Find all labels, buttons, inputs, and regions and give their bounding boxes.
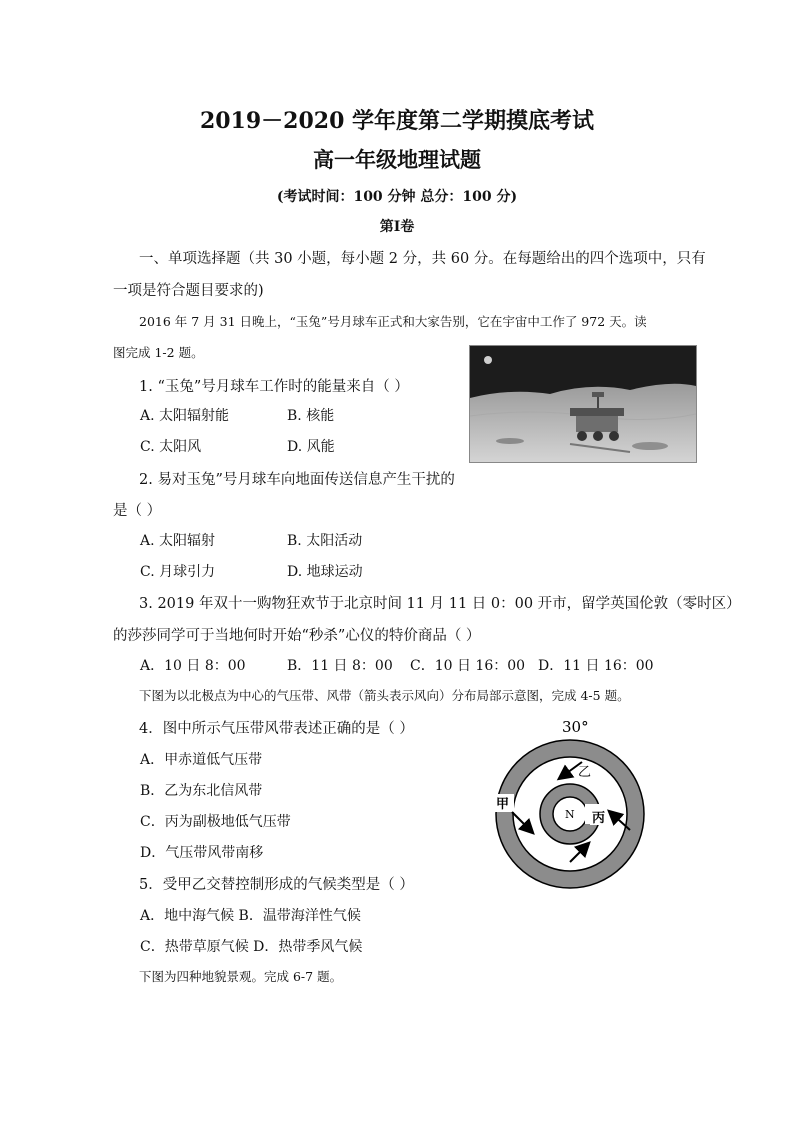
pressure-wind-belt-diagram xyxy=(488,716,648,891)
section-instructions-line2: 一项是符合题目要求的) xyxy=(113,283,264,299)
q2-option-a: A. 太阳辐射 xyxy=(140,533,216,549)
q5-options-cd: C．热带草原气候 D．热带季风气候 xyxy=(140,939,363,955)
label-bing: 丙 xyxy=(592,811,606,826)
q2-stem-line1: 2. 易对玉兔”号月球车向地面传送信息产生干扰的 xyxy=(139,472,455,488)
q3-stem-line1: 3. 2019 年双十一购物狂欢节于北京时间 11 月 11 日 0：00 开市，留学英国伦敦（零时区） xyxy=(139,596,741,612)
q1-option-d: D. 风能 xyxy=(287,439,335,455)
latitude-label: 30° xyxy=(562,718,589,736)
label-yi: 乙 xyxy=(578,765,592,780)
q5-options-ab: A．地中海气候 B．温带海洋性气候 xyxy=(140,908,361,924)
material2: 下图为以北极点为中心的气压带、风带（箭头表示风向）分布局部示意图，完成 4-5 题。 xyxy=(139,688,630,703)
q1-stem: 1. “玉兔”号月球车工作时的能量来自（ ） xyxy=(139,379,409,395)
moon-rover-photo xyxy=(469,345,697,463)
q3-option-a: A．10 日 8：00 xyxy=(140,658,246,674)
q4-option-d: D．气压带风带南移 xyxy=(140,845,264,861)
volume-heading: 第Ⅰ卷 xyxy=(379,219,415,235)
exam-meta: (考试时间：100 分钟 总分：100 分) xyxy=(276,189,518,205)
q2-option-d: D. 地球运动 xyxy=(287,564,363,580)
q3-stem-line2: 的莎莎同学可于当地何时开始“秒杀”心仪的特价商品（ ） xyxy=(113,628,481,644)
q2-option-c: C. 月球引力 xyxy=(140,564,216,580)
north-pole-label: N xyxy=(565,808,575,821)
q4-option-a: A．甲赤道低气压带 xyxy=(140,752,263,768)
q1-option-c: C. 太阳风 xyxy=(140,439,202,455)
exam-title: 2019－2020 学年度第二学期摸底考试 xyxy=(199,108,595,134)
q3-option-c: C．10 日 16：00 xyxy=(410,658,526,674)
material1-line2: 图完成 1-2 题。 xyxy=(113,345,204,360)
q4-option-b: B．乙为东北信风带 xyxy=(140,783,263,799)
exam-subtitle: 高一年级地理试题 xyxy=(313,147,481,172)
q1-option-b: B. 核能 xyxy=(287,408,335,424)
q2-option-b: B. 太阳活动 xyxy=(287,533,363,549)
label-jia: 甲 xyxy=(496,797,510,812)
q3-option-d: D．11 日 16：00 xyxy=(538,658,654,674)
material3: 下图为四种地貌景观。完成 6-7 题。 xyxy=(139,969,343,984)
q4-stem: 4．图中所示气压带风带表述正确的是（ ） xyxy=(139,721,414,737)
q1-option-a: A. 太阳辐射能 xyxy=(140,408,230,424)
section-instructions-line1: 一、单项选择题（共 30 小题，每小题 2 分，共 60 分。在每题给出的四个选项中，只有 xyxy=(139,251,706,267)
q4-option-c: C．丙为副极地低气压带 xyxy=(140,814,291,830)
q3-option-b: B．11 日 8：00 xyxy=(287,658,393,674)
material1-line1: 2016 年 7 月 31 日晚上，“玉兔”号月球车正式和大家告别，它在宇宙中工作了 972 天。读 xyxy=(139,314,647,329)
q5-stem: 5．受甲乙交替控制形成的气候类型是（ ） xyxy=(139,877,414,893)
q2-stem-line2: 是（ ） xyxy=(113,503,162,519)
